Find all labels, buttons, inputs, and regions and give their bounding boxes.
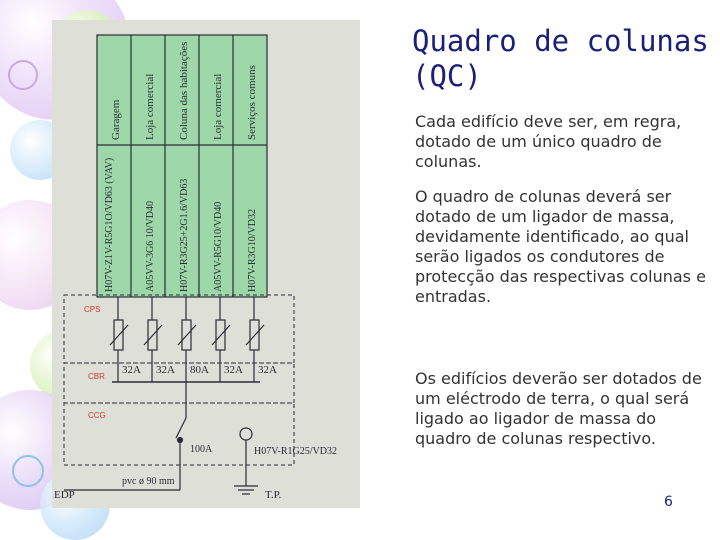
column-board-diagram [52, 20, 360, 508]
slide-title: Quadro de colunas (QC) [412, 24, 709, 93]
main-switch-symbol [176, 418, 186, 438]
paragraph: Os edifícios deverão ser dotados de um eléctrodo de terra, o qual será ligado ao ligador de massa do quadro de colunas respectivo. [415, 369, 702, 448]
breaker-rating: 32A [122, 364, 141, 376]
fuse-symbol [110, 325, 128, 345]
fuse-symbol [212, 325, 230, 345]
column-name: Serviços comuns [246, 65, 258, 140]
paragraph: O quadro de colunas deverá ser dotado de um ligador de massa, devidamente identificado, ao qual serão ligados os condutores de protecção das respectivas colunas e entradas. [415, 187, 706, 306]
breaker-rating: 32A [224, 364, 243, 376]
column-cable: H07V-R3G25+2G1.6/VD63 [179, 178, 190, 292]
cps-label: CPS [84, 305, 101, 314]
paragraph: Cada edifício deve ser, em regra, dotado de um único quadro de colunas. [415, 112, 682, 171]
decorative-ring [8, 60, 38, 90]
page-number: 6 [664, 494, 673, 510]
ground-cable-spec: H07V-R1G25/VD32 [254, 446, 337, 457]
ccg-label: CCG [88, 411, 106, 420]
breaker-rating: 32A [258, 364, 277, 376]
main-fuse-rating: 100A [190, 444, 213, 455]
main-switch-symbol [178, 438, 183, 443]
column-cable: H07V-Z1V-R5G1O/VD63 (VAV) [104, 157, 115, 292]
breaker-rating: 32A [156, 364, 175, 376]
cbr-label: CBR [88, 372, 105, 381]
fuse-symbol [246, 325, 264, 345]
fuse-symbol [178, 325, 196, 345]
fuse-symbol [144, 325, 162, 345]
breaker-rating: 80A [190, 364, 209, 376]
conduit-label: pvc ø 90 mm [122, 476, 175, 487]
column-name: Loja comercial [144, 73, 156, 140]
column-name: Coluna das habitações [178, 41, 190, 140]
decorative-ring [12, 455, 44, 487]
earth-terminal-symbol [240, 428, 252, 440]
column-cable: A05VV-R5G10/VD40 [213, 201, 224, 292]
edp-label: EDP [54, 489, 75, 501]
column-name: Garagem [110, 99, 122, 140]
tp-label: T.P. [265, 489, 282, 501]
column-cable: H07V-R3G10/VD32 [247, 209, 258, 292]
column-cable: A05VV-3G6 10/VD40 [145, 200, 156, 292]
column-name: Loja comercial [212, 73, 224, 140]
